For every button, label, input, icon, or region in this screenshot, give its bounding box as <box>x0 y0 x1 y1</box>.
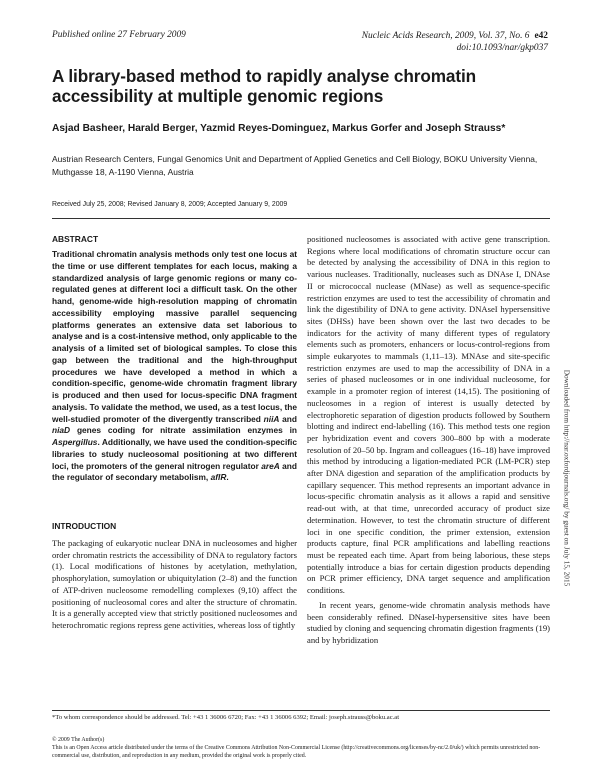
paragraph: In recent years, genome-wide chromatin analysis methods have been considerably refined. DNaseI-hypersensitive sites have been studied by cloning and sequencing chromatin digestion fragments (19) and by hybridization <box>307 599 550 645</box>
correspondence-note: *To whom correspondence should be addressed. Tel: +43 1 36006 6720; Fax: +43 1 36006 6392; Email: joseph.strauss@boku.ac.at <box>52 714 400 721</box>
organism-name: Aspergillus <box>52 437 98 447</box>
right-column-text <box>307 234 550 647</box>
gene-name: niaD <box>52 425 71 436</box>
gene-name: areA <box>261 460 280 471</box>
gene-name: aflR <box>210 472 227 483</box>
journal-header <box>248 30 548 54</box>
article-title: A library-based method to rapidly analyse chromatin accessibility at multiple genomic regions <box>52 66 477 106</box>
gene-name: niiA <box>263 413 280 424</box>
affiliation: Austrian Research Centers, Fungal Genomics Unit and Department of Applied Genetics and Cell Biology, BOKU University Vienna, Muthgasse 18, A-1190 Vienna, Austria <box>52 154 538 177</box>
doi: doi:10.1093/nar/gkp037 <box>456 43 548 53</box>
paragraph: positioned nucleosomes is associated with active gene transcription. Regions where local modifications of chromatin structure occur can be detected by analysing the accessibility of DNA in this region to various nucleases. Traditionally, nucleases such as DNAse I, DNAse II or micrococcal nuclease (MNase) as well as sequence-specific restriction enzymes are used to test the accessibility of chromatin and link the digestibility of DNA to gene activity. DNAseI hypersensitive sites (DHSs) have been shown over the last two decades to be indicators for the activity of many different types of regulatory elements such as promoters, enhancers or locus-control-regions from simple eukaryotes to mammals (1,11–13). MNAse and site-specific restriction enzymes are used to map the accessibility of DNA in a series of phased nucleosomes or in one individual nucleosome, for example in a promoter region of interest (14,15). The positioning of nucleosomes in a region of interest is usually detected by electrophoretic separation of digestion products followed by Southern blotting and indirect end-labelling (16). This method tests one region per hybridization event and covers 300–800 bp with a moderate resolution of 20–50 bp. Ingram and colleagues (16–18) have improved this method by introducing a ligation-mediated PCR (LM-PCR) step after DNA digestion and separation of the amplification products by capillary sequencer. This method represents an important advance in locus-specific chromatin analysis as it allows a rapid and sensitive read-out with, at that time, unrecorded accuracy of product size determination. However, to test the chromatin structure of different loci in one specific condition, the primer extension, extension products capture, final PCR amplifications and labelling reactions must be repeated each time. Apart from being laborious, these steps potentially introduce a bias for certain digestion products depending on PCR primer efficiency, DNA target sequence and amplification conditions. <box>307 234 550 596</box>
download-watermark <box>560 268 574 688</box>
abstract-text: Traditional chromatin analysis methods only test one locus at the time or use different templates for each locus, making a standardized analysis of large genomic regions or many co-regulated genes at different loci a difficult task. On the other hand, genome-wide high-resolution mapping of chromatin accessibility employing massive parallel sequencing platforms generates an extensive data set laborious to analyse and is a cost-intensive method, only applicable to the analysis of a limited set of biological samples. To close this gap between the traditional and the high-throughput procedures we have developed a method in which a condition-specific, genome-wide chromatin fragment library is produced and then used for locus-specific DNA fragment analysis. To validate the method, we used, as a test locus, the well-studied promoter of the divergently transcribed niiA and niaD genes coding for nitrate assimilation enzymes in Aspergillus. Additionally, we have used the condition-specific libraries to study nucleosomal positioning at two different loci, the promoters of the general nitrogen regulator areA and the regulator of secondary metabolism, aflR. <box>52 249 298 483</box>
abstract-heading: ABSTRACT <box>52 234 99 244</box>
journal-line: Nucleic Acids Research, 2009, Vol. 37, No. 6 <box>361 31 530 41</box>
footnote-divider <box>52 710 550 711</box>
download-watermark-text: Downloaded from http://nar.oxfordjournals.org/ by guest on July 15, 2015 <box>562 369 572 587</box>
received-dates: Received July 25, 2008; Revised January 8, 2009; Accepted January 9, 2009 <box>52 201 288 208</box>
published-date: Published online 27 February 2009 <box>52 30 186 40</box>
author-list: Asjad Basheer, Harald Berger, Yazmid Reyes-Dominguez, Markus Gorfer and Joseph Strauss* <box>52 123 506 134</box>
article-id: e42 <box>534 31 548 41</box>
introduction-text: The packaging of eukaryotic nuclear DNA in nucleosomes and higher order chromatin restricts the accessibility of DNA to regulatory factors (1). Local modifications of histones by acetylation, methylation, phosphorylation, sumoylation or ubiquitylation (2–8) and the function of ATP-driven nucleosome remodelling complexes (9,10) affect the positioning of nucleosomal cores and alter the structure of chromatin. It is a generally accepted view that strictly positioned nucleosomes and heterochromatic regions repress gene activities, whereas loss of tightly <box>52 538 297 630</box>
introduction-heading: INTRODUCTION <box>52 521 117 531</box>
copyright-notice <box>52 736 552 761</box>
header-divider <box>52 218 550 219</box>
copyright-line: © 2009 The Author(s) <box>52 737 105 743</box>
license-text: This is an Open Access article distributed under the terms of the Creative Commons Attribution Non-Commercial License (http://creativecommons.org/licenses/by-nc/2.0/uk/) which permits unrestricted non-commercial use, distribution, and reproduction in any medium, provided the original work is properly cited. <box>52 745 541 760</box>
